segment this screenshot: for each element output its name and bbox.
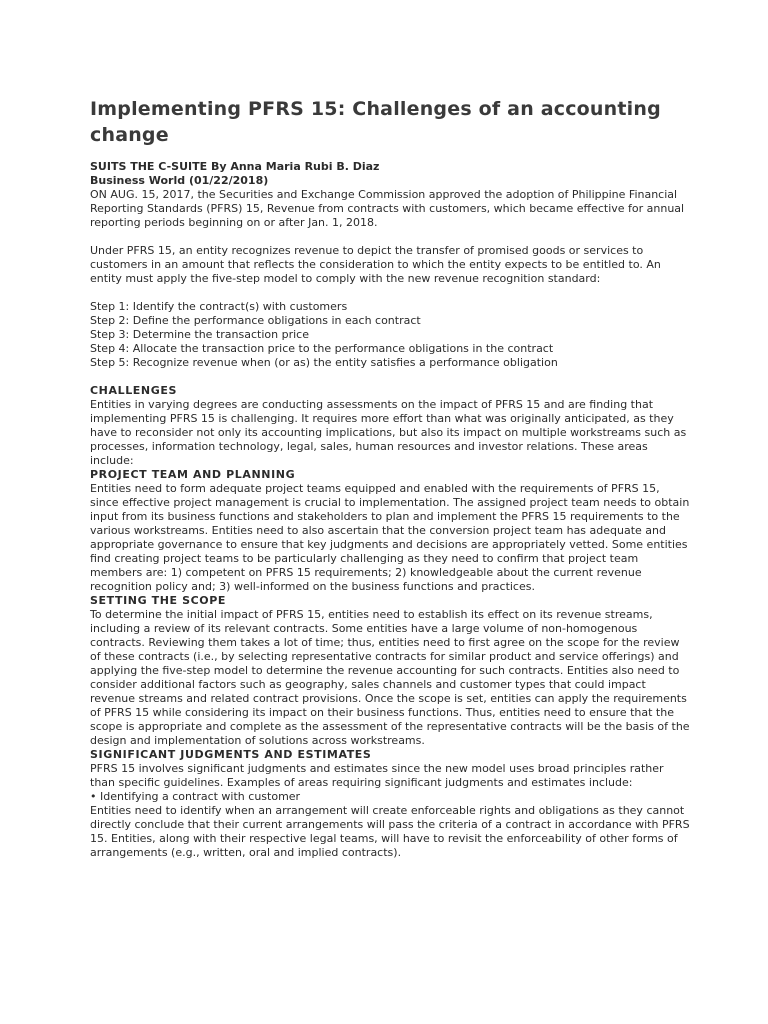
source-line: Business World (01/22/2018)	[90, 174, 269, 187]
step-item: Step 5: Recognize revenue when (or as) the entity satisfies a performance obligation	[90, 356, 558, 369]
challenges-paragraph: Entities in varying degrees are conducting assessments on the impact of PFRS 15 and are finding that implementing PFRS 15 is challenging. It requires more effort than what was originally anticipated, as they have to reconsider not only its accounting implications, but also its impact on multiple workstreams such as processes, information technology, legal, sales, human resources and investor relations. These areas include:	[90, 398, 687, 467]
step-item: Step 2: Define the performance obligations in each contract	[90, 314, 421, 327]
model-paragraph: Under PFRS 15, an entity recognizes revenue to depict the transfer of promised goods or services to customers in an amount that reflects the consideration to which the entity expects to be entitled to. An entity must apply the five-step model to comply with the new revenue recognition standard:	[90, 244, 661, 285]
challenges-heading: CHALLENGES	[90, 384, 177, 397]
step-item: Step 1: Identify the contract(s) with customers	[90, 300, 348, 313]
project-heading: PROJECT TEAM AND PLANNING	[90, 468, 296, 481]
article	[90, 96, 690, 860]
contract-paragraph: Entities need to identify when an arrangement will create enforceable rights and obligations as they cannot directly conclude that their current arrangements will pass the criteria of a contract in accordance with PFRS 15. Entities, along with their respective legal teams, will have to revisit the enforceability of other forms of arrangements (e.g., written, oral and implied contracts).	[90, 804, 690, 859]
intro-paragraph: ON AUG. 15, 2017, the Securities and Exchange Commission approved the adoption of Philippine Financial Reporting Standards (PFRS) 15, Revenue from contracts with customers, which became effective for annual reporting periods beginning on or after Jan. 1, 2018.	[90, 188, 685, 229]
judgments-heading: SIGNIFICANT JUDGMENTS AND ESTIMATES	[90, 748, 372, 761]
judgments-paragraph: PFRS 15 involves significant judgments and estimates since the new model uses broad principles rather than specific guidelines. Examples of areas requiring significant judgments and estimates include:	[90, 762, 664, 789]
step-item: Step 4: Allocate the transaction price to the performance obligations in the contract	[90, 342, 554, 355]
scope-heading: SETTING THE SCOPE	[90, 594, 227, 607]
step-item: Step 3: Determine the transaction price	[90, 328, 309, 341]
steps-list	[90, 300, 690, 370]
article-title: Implementing PFRS 15: Challenges of an accounting change	[90, 98, 661, 146]
project-paragraph: Entities need to form adequate project teams equipped and enabled with the requirements of PFRS 15, since effective project management is crucial to implementation. The assigned project team needs to obtain input from its business functions and stakeholders to plan and implement the PFRS 15 requirements to the various workstreams. Entities need to also ascertain that the conversion project team has adequate and appropriate governance to ensure that key judgments and decisions are appropriately vetted. Some entities find creating project teams to be particularly challenging as they need to confirm that project team members are: 1) competent on PFRS 15 requirements; 2) knowledgeable about the current revenue recognition policy and; 3) well-informed on the business functions and practices.	[90, 482, 690, 593]
bullet-item: • Identifying a contract with customer	[90, 790, 301, 803]
byline: SUITS THE C-SUITE By Anna Maria Rubi B. Diaz	[90, 160, 380, 173]
scope-paragraph: To determine the initial impact of PFRS 15, entities need to establish its effect on its revenue streams, including a review of its relevant contracts. Some entities have a large volume of non-homogenous contracts. Reviewing them takes a lot of time; thus, entities need to first agree on the scope for the review of these contracts (i.e., by selecting representative contracts for similar product and service offerings) and applying the five-step model to determine the revenue accounting for such contracts. Entities also need to consider additional factors such as geography, sales channels and customer types that could impact revenue streams and related contract provisions. Once the scope is set, entities can apply the requirements of PFRS 15 while considering its impact on their business functions. Thus, entities need to ensure that the scope is appropriate and complete as the assessment of the representative contracts will be the basis of the design and implementation of solutions across workstreams.	[90, 608, 690, 747]
